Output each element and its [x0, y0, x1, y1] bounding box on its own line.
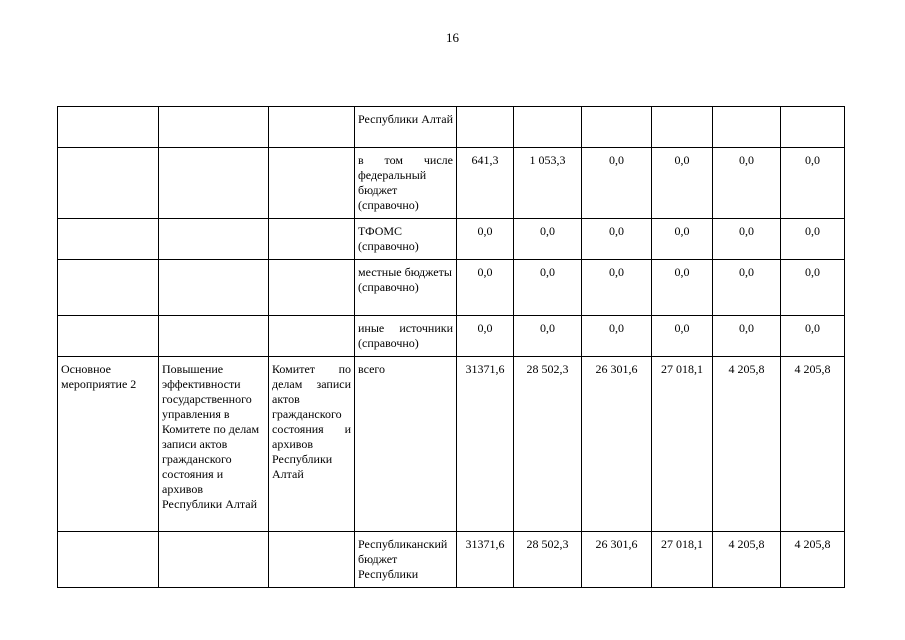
table-row	[58, 107, 845, 148]
table-row	[58, 316, 845, 357]
value-cell: 0,0	[713, 219, 781, 260]
value-cell: 27 018,1	[652, 357, 713, 532]
value-cell: 26 301,6	[582, 357, 652, 532]
measure-cell	[58, 316, 159, 357]
value-cell: 0,0	[652, 219, 713, 260]
description-cell	[159, 148, 269, 219]
description-cell	[159, 532, 269, 588]
executor-cell	[269, 260, 355, 316]
executor-cell	[269, 532, 355, 588]
value-cell: 4 205,8	[713, 357, 781, 532]
value-cell: 31371,6	[457, 357, 514, 532]
value-cell: 0,0	[457, 316, 514, 357]
value-cell: 0,0	[713, 260, 781, 316]
value-cell: 0,0	[652, 148, 713, 219]
value-cell: 4 205,8	[781, 357, 845, 532]
source-cell: ТФОМС (справочно)	[355, 219, 457, 260]
value-cell: 0,0	[582, 260, 652, 316]
source-cell: Республиканский бюджет Республики	[355, 532, 457, 588]
source-cell: иные источники (справочно)	[355, 316, 457, 357]
value-cell: 0,0	[582, 316, 652, 357]
executor-cell	[269, 219, 355, 260]
source-cell: Республики Алтай	[355, 107, 457, 148]
value-cell: 0,0	[582, 219, 652, 260]
value-cell: 0,0	[457, 219, 514, 260]
measure-cell	[58, 107, 159, 148]
value-cell: 26 301,6	[582, 532, 652, 588]
description-cell	[159, 107, 269, 148]
value-cell: 0,0	[781, 148, 845, 219]
executor-cell	[269, 148, 355, 219]
value-cell	[582, 107, 652, 148]
measure-cell	[58, 219, 159, 260]
value-cell: 0,0	[713, 148, 781, 219]
value-cell: 0,0	[514, 260, 582, 316]
measure-cell: Основное мероприятие 2	[58, 357, 159, 532]
table-row	[58, 260, 845, 316]
value-cell: 0,0	[713, 316, 781, 357]
description-cell	[159, 219, 269, 260]
executor-cell	[269, 107, 355, 148]
value-cell: 0,0	[781, 219, 845, 260]
value-cell: 31371,6	[457, 532, 514, 588]
value-cell: 0,0	[781, 260, 845, 316]
value-cell: 0,0	[652, 316, 713, 357]
description-cell	[159, 260, 269, 316]
table-row	[58, 148, 845, 219]
value-cell	[457, 107, 514, 148]
source-cell: в том числе федеральный бюджет (справочно)	[355, 148, 457, 219]
value-cell: 0,0	[652, 260, 713, 316]
value-cell: 641,3	[457, 148, 514, 219]
value-cell	[781, 107, 845, 148]
value-cell: 28 502,3	[514, 357, 582, 532]
value-cell	[514, 107, 582, 148]
description-cell	[159, 316, 269, 357]
value-cell: 28 502,3	[514, 532, 582, 588]
value-cell: 4 205,8	[781, 532, 845, 588]
table-row	[58, 357, 845, 532]
source-cell: всего	[355, 357, 457, 532]
budget-table	[57, 106, 845, 588]
value-cell: 0,0	[457, 260, 514, 316]
value-cell: 4 205,8	[713, 532, 781, 588]
page-number: 16	[446, 30, 459, 45]
value-cell: 27 018,1	[652, 532, 713, 588]
value-cell: 0,0	[582, 148, 652, 219]
measure-cell	[58, 260, 159, 316]
executor-cell: Комитет по делам записи актов гражданского состояния и архивов Республики Алтай	[269, 357, 355, 532]
value-cell: 0,0	[781, 316, 845, 357]
executor-cell	[269, 316, 355, 357]
value-cell: 0,0	[514, 219, 582, 260]
table-row	[58, 532, 845, 588]
description-cell: Повышение эффективности государственного управления в Комитете по делам записи актов гражданского состояния и архивов Республики Алтай	[159, 357, 269, 532]
value-cell	[652, 107, 713, 148]
table-row	[58, 219, 845, 260]
source-cell: местные бюджеты (справочно)	[355, 260, 457, 316]
value-cell: 0,0	[514, 316, 582, 357]
measure-cell	[58, 532, 159, 588]
measure-cell	[58, 148, 159, 219]
value-cell	[713, 107, 781, 148]
value-cell: 1 053,3	[514, 148, 582, 219]
